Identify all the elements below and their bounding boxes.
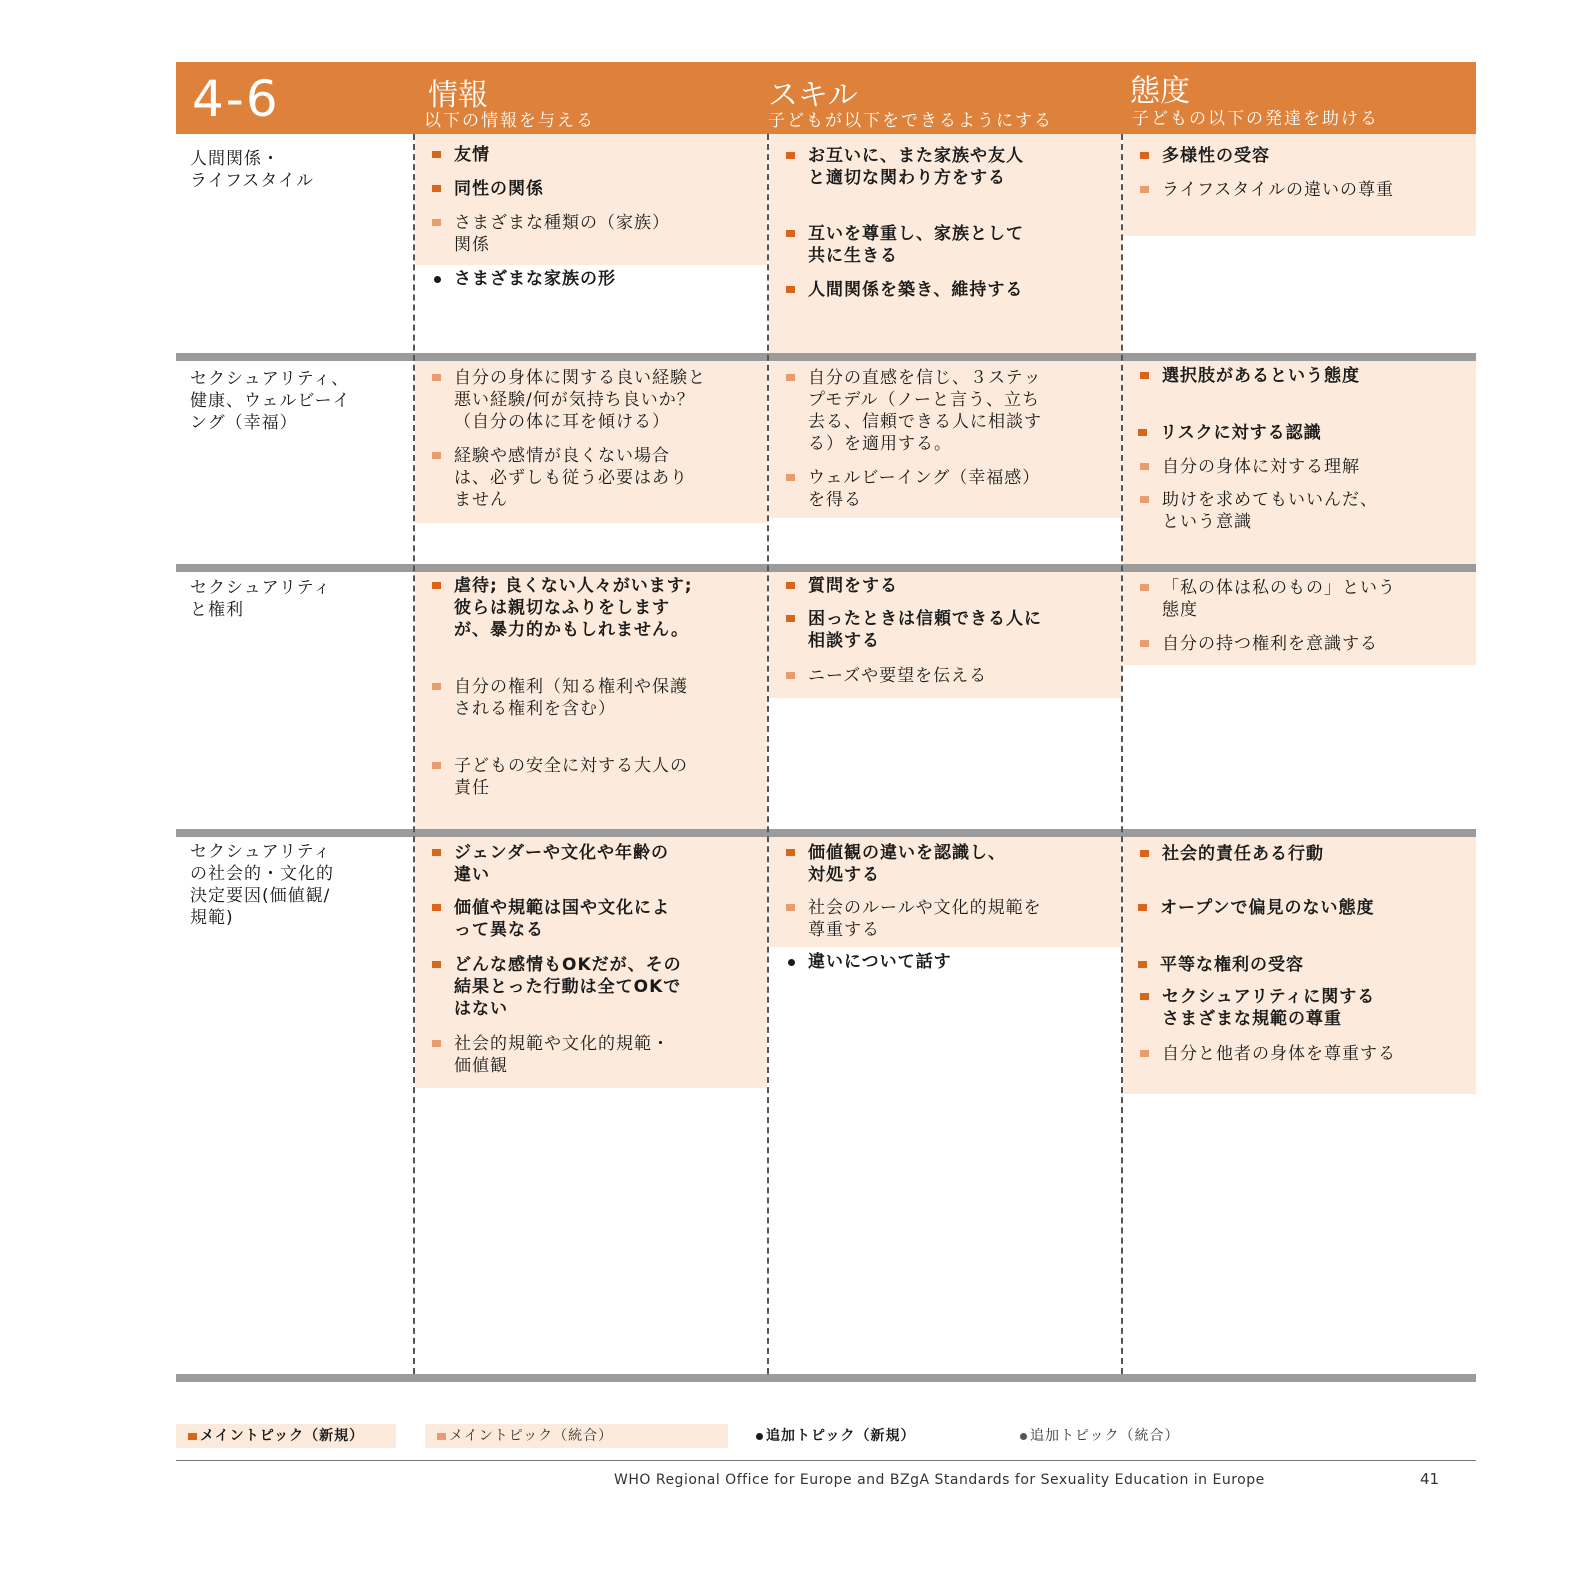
main-topic-new-icon: [786, 615, 795, 622]
list-item: 社会的責任ある行動: [1140, 843, 1487, 865]
list-item: ライフスタイルの違いの尊重: [1140, 179, 1487, 201]
list-item: 助けを求めてもいいんだ、 という意識: [1140, 489, 1487, 533]
additional-topic-new-icon: [788, 959, 795, 966]
list-item: 社会的規範や文化的規範・ 価値観: [432, 1033, 784, 1077]
list-item: 価値や規範は国や文化によ って異なる: [432, 897, 784, 941]
list-item: オープンで偏見のない態度: [1138, 897, 1485, 919]
list-item: ウェルビーイング（幸福感） を得る: [786, 467, 1128, 511]
column-subtitle-info: 以下の情報を与える: [424, 111, 595, 131]
list-item: 自分の直感を信じ、３ステッ プモデル（ノーと言う、立ち 去る、信頼できる人に相談す る）を適用する。: [786, 367, 1138, 455]
column-title-attitudes: 態度: [1130, 74, 1190, 109]
main-topic-new-icon: [786, 849, 795, 856]
main-topic-new-icon: [1138, 429, 1147, 436]
row-label-health: セクシュアリティ、 健康、ウェルビーイ ング（幸福）: [190, 369, 351, 433]
list-item: お互いに、また家族や友人 と適切な関わり方をする: [786, 145, 1128, 189]
list-item: セクシュアリティに関する さまざまな規範の尊重: [1140, 986, 1487, 1030]
main-topic-merged-icon: [786, 904, 795, 911]
main-topic-merged-icon: [432, 452, 441, 459]
footer-rule: [176, 1460, 1476, 1461]
list-item: 人間関係を築き、維持する: [786, 279, 1128, 301]
main-topic-new-icon: [786, 286, 795, 293]
row-divider: [176, 353, 1476, 361]
main-topic-merged-icon: [786, 374, 795, 381]
row-divider: [176, 829, 1476, 837]
additional-topic-new-icon: [756, 1433, 763, 1440]
table-bottom-bar: [176, 1374, 1476, 1382]
list-item: 選択肢があるという態度: [1140, 365, 1487, 387]
main-topic-merged-icon: [786, 474, 795, 481]
main-topic-merged-icon: [1140, 186, 1149, 193]
main-topic-new-icon: [786, 230, 795, 237]
main-topic-new-icon: [1138, 904, 1147, 911]
column-title-skills: スキル: [768, 78, 858, 113]
list-item: 多様性の受容: [1140, 145, 1487, 167]
column-title-info: 情報: [428, 78, 488, 113]
list-item: どんな感情もOKだが、その 結果とった行動は全てOKで はない: [432, 954, 784, 1020]
main-topic-new-icon: [786, 152, 795, 159]
main-topic-new-icon: [1140, 850, 1149, 857]
additional-topic-new-icon: [434, 276, 441, 283]
list-item: 自分の身体に対する理解: [1140, 456, 1487, 478]
list-item: 互いを尊重し、家族として 共に生きる: [786, 223, 1128, 267]
main-topic-merged-icon: [432, 762, 441, 769]
age-range: 4-6: [192, 70, 280, 128]
list-item: 自分と他者の身体を尊重する: [1140, 1043, 1492, 1065]
main-topic-merged-icon: [1140, 496, 1149, 503]
main-topic-new-icon: [432, 961, 441, 968]
row-label-social-cultural: セクシュアリティ の社会的・文化的 決定要因(価値観/ 規範): [190, 842, 334, 928]
main-topic-merged-icon: [437, 1433, 446, 1440]
list-item: 「私の体は私のもの」という 態度: [1140, 577, 1487, 621]
list-item: ジェンダーや文化や年齢の 違い: [432, 842, 784, 886]
list-item: 困ったときは信頼できる人に 相談する: [786, 608, 1138, 652]
main-topic-new-icon: [1140, 372, 1149, 379]
main-topic-merged-icon: [1140, 463, 1149, 470]
list-item: 自分の身体に関する良い経験と 悪い経験/何が気持ち良いか？ （自分の体に耳を傾ける）: [432, 367, 794, 433]
main-topic-new-icon: [432, 582, 441, 589]
main-topic-new-icon: [1140, 993, 1149, 1000]
list-item: 虐待; 良くない人々がいます; 彼らは親切なふりをします が、暴力的かもしれません。: [432, 575, 784, 641]
column-subtitle-attitudes: 子どもの以下の発達を助ける: [1132, 109, 1379, 129]
main-topic-merged-icon: [786, 672, 795, 679]
legend-add-new: 追加トピック（新規）: [756, 1424, 915, 1448]
list-item: ニーズや要望を伝える: [786, 665, 1138, 687]
list-item: 平等な権利の受容: [1138, 954, 1485, 976]
list-item: 自分の持つ権利を意識する: [1140, 633, 1487, 655]
list-item: 違いについて話す: [786, 951, 1138, 973]
legend-add-merged: 追加トピック（統合）: [1020, 1424, 1179, 1448]
list-item: 経験や感情が良くない場合 は、必ずしも従う必要はあり ません: [432, 445, 774, 511]
column-divider: [767, 134, 769, 1374]
column-subtitle-skills: 子どもが以下をできるようにする: [768, 111, 1053, 131]
list-item: 自分の権利（知る権利や保護 される権利を含む）: [432, 676, 784, 720]
list-item: 社会のルールや文化的規範を 尊重する: [786, 897, 1138, 941]
list-item: 友情: [432, 144, 774, 166]
column-divider: [1121, 134, 1123, 1374]
row-label-relationships: 人間関係・ ライフスタイル: [190, 149, 314, 191]
main-topic-new-icon: [1138, 961, 1147, 968]
main-topic-new-icon: [432, 151, 441, 158]
additional-topic-merged-icon: [1020, 1433, 1027, 1440]
list-item: 同性の関係: [432, 178, 774, 200]
main-topic-new-icon: [1140, 152, 1149, 159]
row-divider: [176, 564, 1476, 572]
legend-main-merged: メイントピック（統合）: [425, 1424, 728, 1448]
list-item: さまざまな家族の形: [432, 268, 774, 290]
main-topic-merged-icon: [432, 1040, 441, 1047]
footer-source: WHO Regional Office for Europe and BZgA Standards for Sexuality Education in Europe: [614, 1472, 1265, 1488]
row-label-rights: セクシュアリティ と権利: [190, 578, 332, 620]
main-topic-merged-icon: [1140, 584, 1149, 591]
main-topic-new-icon: [432, 849, 441, 856]
main-topic-merged-icon: [432, 219, 441, 226]
list-item: リスクに対する認識: [1138, 422, 1485, 444]
list-item: さまざまな種類の（家族） 関係: [432, 212, 774, 256]
main-topic-merged-icon: [1140, 1050, 1149, 1057]
main-topic-merged-icon: [1140, 640, 1149, 647]
main-topic-merged-icon: [432, 683, 441, 690]
main-topic-new-icon: [432, 904, 441, 911]
main-topic-new-icon: [188, 1433, 197, 1440]
column-divider: [413, 134, 415, 1374]
main-topic-new-icon: [786, 582, 795, 589]
list-item: 価値観の違いを認識し、 対処する: [786, 842, 1138, 886]
list-item: 質問をする: [786, 575, 1138, 597]
legend-main-new: メイントピック（新規）: [176, 1424, 396, 1448]
page-number: 41: [1420, 1470, 1440, 1488]
main-topic-new-icon: [432, 185, 441, 192]
main-topic-merged-icon: [432, 374, 441, 381]
list-item: 子どもの安全に対する大人の 責任: [432, 755, 784, 799]
